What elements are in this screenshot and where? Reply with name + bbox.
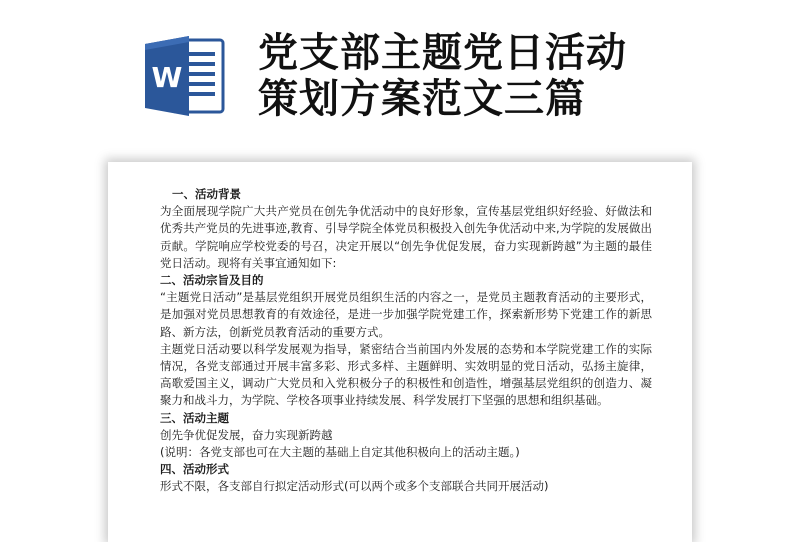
page-title-line-2: 策划方案范文三篇 (258, 76, 586, 122)
section-heading-2: 二、活动宗旨及目的 (160, 273, 264, 288)
section-2-paragraph-1: “主题党日活动”是基层党组织开展党员组织生活的内容之一，是党员主题教育活动的主要形式，是加强对党员思想教育的有效途径，是进一步加强学院党建工作，探索新形势下党建工作的新思路、新方法，创新党员教育活动的重要方式。 (160, 290, 652, 339)
section-heading-1: 一、活动背景 (172, 187, 241, 201)
header (0, 0, 800, 160)
page-title (258, 30, 778, 122)
page-title-line-1: 党支部主题党日活动 (258, 30, 627, 76)
section-3-paragraph-2: (说明：各党支部也可在大主题的基础上自定其他积极向上的活动主题。) (160, 445, 520, 460)
section-2-paragraph-2: 主题党日活动要以科学发展观为指导，紧密结合当前国内外发展的态势和本学院党建工作的实际情况，各党支部通过开展丰富多彩、形式多样、主题鲜明、实效明显的党日活动，弘扬主旋律，高歌爱国主义，调动广大党员和入党积极分子的积极性和创造性，增强基层党组织的创造力、凝聚力和战斗力，为学院、学校各项事业持续发展、科学发展打下坚强的思想和组织基础。 (160, 341, 652, 408)
word-document-icon (143, 32, 225, 120)
section-heading-4: 四、活动形式 (160, 462, 229, 477)
document-page (108, 162, 692, 532)
section-3-paragraph-1: 创先争优促发展，奋力实现新跨越 (160, 427, 333, 442)
section-heading-3: 三、活动主题 (160, 410, 229, 425)
section-1-paragraph-1: 为全面展现学院广大共产党员在创先争优活动中的良好形象，宣传基层党组织好经验、好做法和优秀共产党员的先进事迹,教育、引导学院全体党员积极投入创先争优活动中来,为学院的发展做出贡献。学院响应学校党委的号召，决定开展以“创先争优促发展，奋力实现新跨越”为主题的最佳党日活动。现将有关事宜通知如下: (160, 204, 652, 270)
word-icon-letter: W (151, 61, 183, 94)
section-4-paragraph-1: 形式不限，各支部自行拟定活动形式(可以两个或多个支部联合共同开展活动) (160, 479, 549, 494)
